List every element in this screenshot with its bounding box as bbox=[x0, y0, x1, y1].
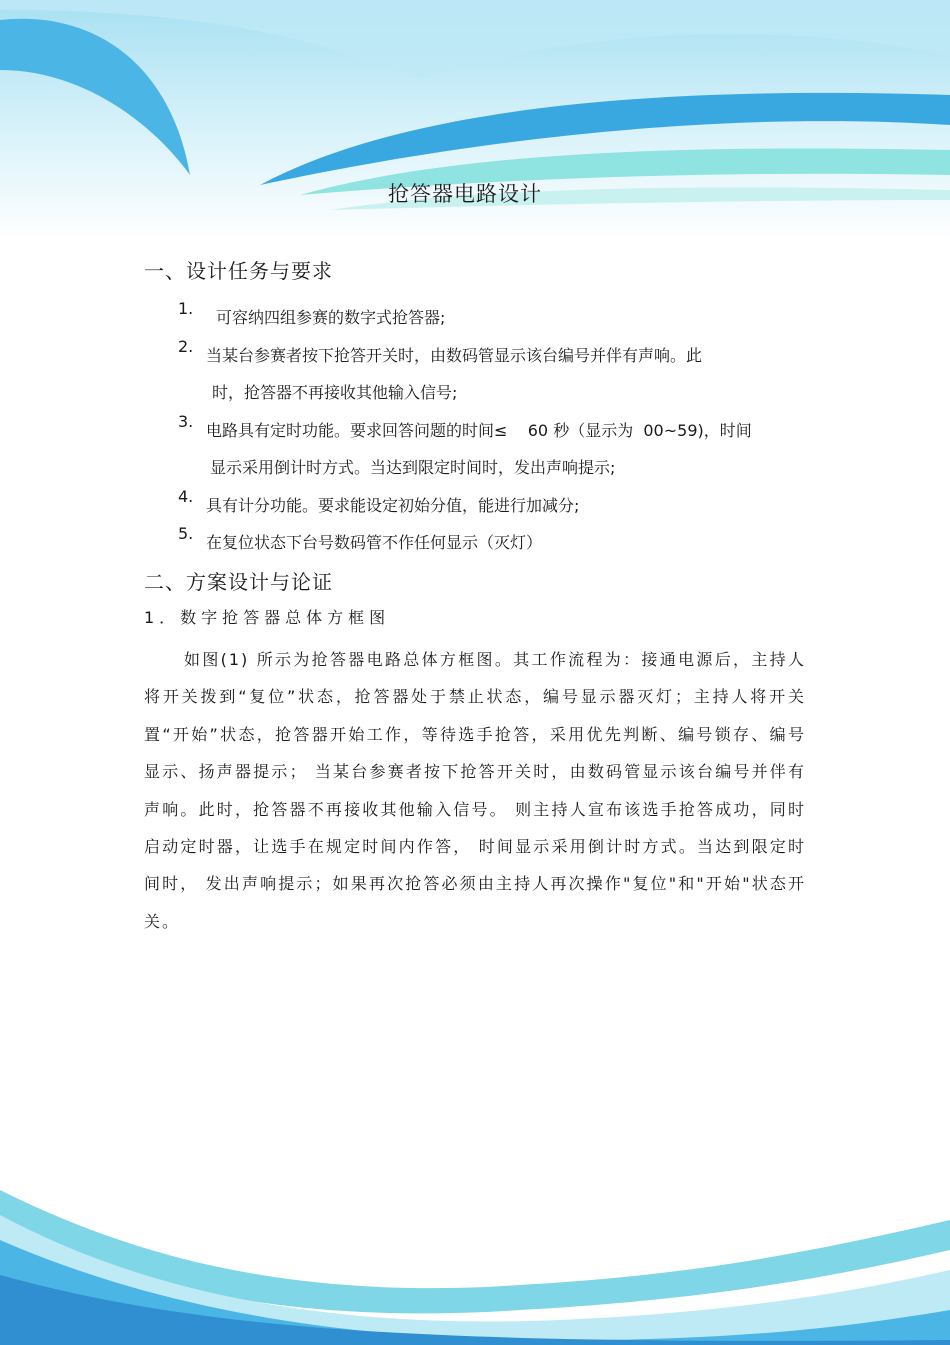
list-number: 2. bbox=[178, 336, 194, 356]
list-number: 1. bbox=[178, 299, 194, 318]
list-text-continued: 显示采用倒计时方式。当达到限定时间时，发出声响提示; bbox=[210, 458, 616, 477]
list-item bbox=[178, 487, 818, 525]
list-item bbox=[178, 524, 818, 562]
list-text-continued: 时，抢答器不再接收其他输入信号; bbox=[212, 383, 458, 402]
list-text: 当某台参赛者按下抢答开关时，由数码管显示该台编号并伴有声响。此 bbox=[206, 345, 703, 365]
section-heading-requirements: 一、设计任务与要求 bbox=[144, 259, 333, 283]
list-number: 4. bbox=[178, 486, 194, 506]
list-number: 3. bbox=[178, 411, 194, 431]
list-text: 在复位状态下台号数码管不作任何显示（灭灯） bbox=[206, 533, 543, 552]
list-item bbox=[178, 337, 818, 412]
subsection-heading-block-diagram: 1．数字抢答器总体方框图 bbox=[144, 608, 391, 627]
list-text: 具有计分功能。要求能设定初始分值，能进行加减分; bbox=[206, 495, 580, 515]
list-text: 可容纳四组参赛的数字式抢答器; bbox=[216, 308, 446, 327]
section-heading-design: 二、方案设计与论证 bbox=[144, 570, 333, 594]
list-item bbox=[178, 299, 818, 337]
list-number: 5. bbox=[178, 524, 194, 543]
list-text: 电路具有定时功能。要求回答问题的时间≤ 60 秒（显示为 00~59)，时间 bbox=[206, 420, 752, 440]
body-paragraph: 如图(1) 所示为抢答器电路总体方框图。其工作流程为：接通电源后，主持人将开关拨到“复位”状态，抢答器处于禁止状态，编号显示器灭灯；主持人将开关置“开始”状态，抢答器开始工作，等待选手抢答，采用优先判断、编号锁存、编号显示、扬声器提示； 当某台参赛者按下抢答开关时，由数码管显示该台编号并伴有声响。此时，抢答器不再接收其他输入信号。 则主持人宣布该选手抢答成功，同时启动定时器，让选手在规定时间内作答， 时间显示采用倒计时方式。当达到限定时间时， 发出声响提示；如果再次抢答必须由主持人再次操作"复位"和"开始"状态开关。 bbox=[144, 650, 806, 931]
requirements-list bbox=[178, 299, 818, 562]
list-item bbox=[178, 412, 818, 487]
document-title: 抢答器电路设计 bbox=[388, 182, 542, 206]
